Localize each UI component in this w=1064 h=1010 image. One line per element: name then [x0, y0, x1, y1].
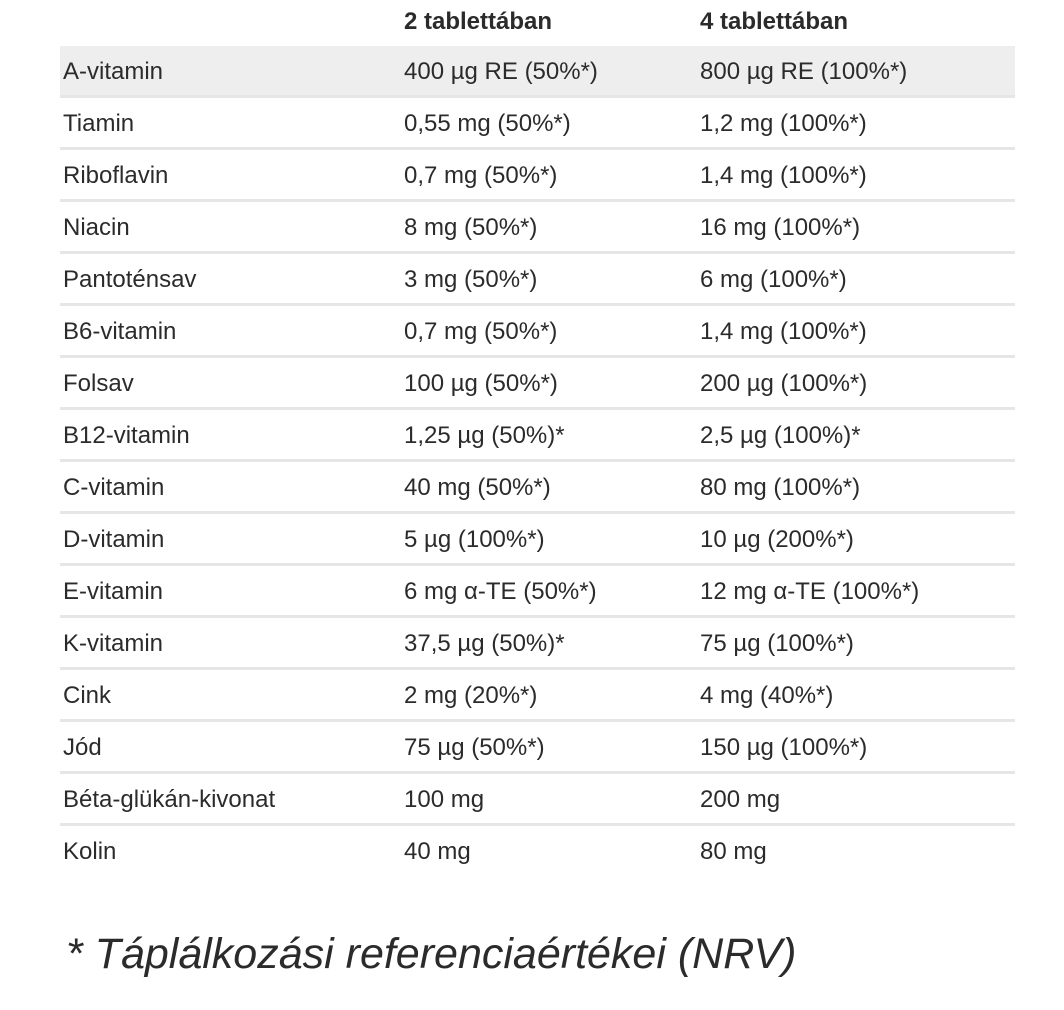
amount-2-tablets: 100 mg [404, 786, 485, 813]
table-row [60, 774, 1015, 826]
table-row [60, 306, 1015, 358]
table-row [60, 46, 1015, 98]
amount-2-tablets: 100 µg (50%*) [404, 370, 558, 397]
nutrient-name: A-vitamin [63, 58, 164, 85]
amount-2-tablets: 0,7 mg (50%*) [404, 162, 558, 189]
table-row [60, 462, 1015, 514]
nutrient-name: Pantoténsav [63, 266, 197, 293]
nutrient-name: E-vitamin [63, 578, 164, 605]
amount-4-tablets: 800 µg RE (100%*) [700, 58, 908, 85]
table-row [60, 254, 1015, 306]
amount-4-tablets: 12 mg α-TE (100%*) [700, 578, 920, 605]
amount-4-tablets: 1,4 mg (100%*) [700, 318, 867, 345]
table-row [60, 410, 1015, 462]
amount-4-tablets: 200 mg [700, 786, 781, 813]
table-row [60, 722, 1015, 774]
nutrient-name: C-vitamin [63, 474, 165, 501]
nrv-footnote: * Táplálkozási referenciaértékei (NRV) [66, 930, 797, 978]
amount-2-tablets: 0,55 mg (50%*) [404, 110, 571, 137]
amount-2-tablets: 400 µg RE (50%*) [404, 58, 598, 85]
table-row [60, 202, 1015, 254]
table-row [60, 566, 1015, 618]
amount-4-tablets: 2,5 µg (100%)* [700, 422, 861, 449]
amount-2-tablets: 3 mg (50%*) [404, 266, 538, 293]
amount-2-tablets: 40 mg (50%*) [404, 474, 551, 501]
amount-4-tablets: 4 mg (40%*) [700, 682, 834, 709]
nutrient-name: K-vitamin [63, 630, 164, 657]
nutrient-name: Riboflavin [63, 162, 169, 189]
nutrient-name: Tiamin [63, 110, 135, 137]
amount-4-tablets: 80 mg [700, 838, 767, 865]
nutrition-table [60, 0, 1015, 875]
amount-4-tablets: 200 µg (100%*) [700, 370, 868, 397]
nutrient-name: D-vitamin [63, 526, 165, 553]
amount-2-tablets: 8 mg (50%*) [404, 214, 538, 241]
nutrient-name: B6-vitamin [63, 318, 177, 345]
header-2-tablets: 2 tablettában [404, 8, 553, 35]
amount-4-tablets: 80 mg (100%*) [700, 474, 861, 501]
table-row [60, 514, 1015, 566]
amount-2-tablets: 75 µg (50%*) [404, 734, 545, 761]
table-row [60, 618, 1015, 670]
amount-4-tablets: 1,2 mg (100%*) [700, 110, 867, 137]
table-row [60, 150, 1015, 202]
amount-2-tablets: 5 µg (100%*) [404, 526, 545, 553]
nutrient-name: Niacin [63, 214, 130, 241]
amount-2-tablets: 1,25 µg (50%)* [404, 422, 565, 449]
table-row [60, 358, 1015, 410]
amount-2-tablets: 6 mg α-TE (50%*) [404, 578, 597, 605]
nutrient-name: Folsav [63, 370, 134, 397]
table-row [60, 826, 1015, 875]
nutrient-name: Cink [63, 682, 112, 709]
amount-2-tablets: 40 mg [404, 838, 471, 865]
amount-2-tablets: 37,5 µg (50%)* [404, 630, 565, 657]
header-4-tablets: 4 tablettában [700, 8, 849, 35]
table-header [60, 0, 1015, 46]
amount-4-tablets: 10 µg (200%*) [700, 526, 854, 553]
nutrient-name: Jód [63, 734, 102, 761]
table-row [60, 670, 1015, 722]
nutrient-name: B12-vitamin [63, 422, 190, 449]
amount-4-tablets: 6 mg (100%*) [700, 266, 847, 293]
amount-4-tablets: 150 µg (100%*) [700, 734, 868, 761]
amount-4-tablets: 16 mg (100%*) [700, 214, 861, 241]
amount-4-tablets: 1,4 mg (100%*) [700, 162, 867, 189]
nutrient-name: Kolin [63, 838, 117, 865]
amount-2-tablets: 0,7 mg (50%*) [404, 318, 558, 345]
table-row [60, 98, 1015, 150]
nutrient-name: Béta-glükán-kivonat [63, 786, 276, 813]
amount-4-tablets: 75 µg (100%*) [700, 630, 854, 657]
amount-2-tablets: 2 mg (20%*) [404, 682, 538, 709]
